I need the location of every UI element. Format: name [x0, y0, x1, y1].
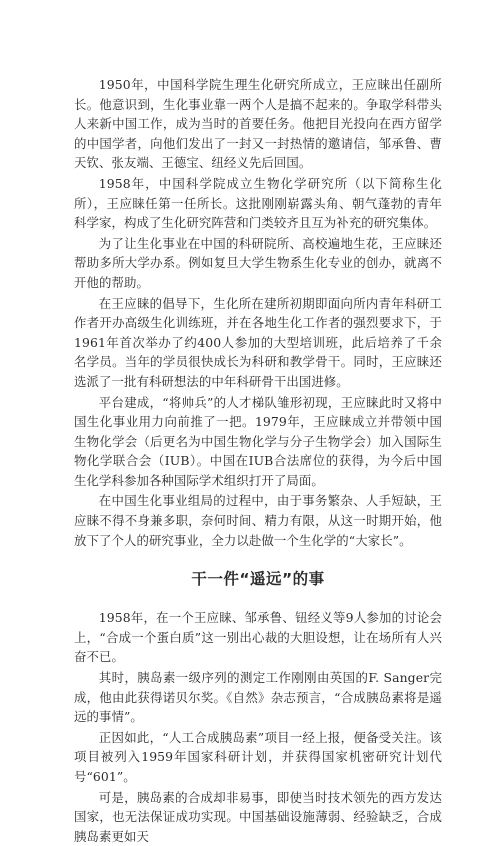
body-text — [74, 75, 442, 550]
section — [74, 568, 442, 846]
paragraph: 1950年，中国科学院生理生化研究所成立，王应睐出任副所长。他意识到，生化事业靠一两个人是搞不起来的。争取学科带头人来新中国工作，成为当时的首要任务。他把目光投向在西方留学的中国学者，向他们发出了一封又一封热情的邀请信，邹承鲁、曹天钦、张友端、王德宝、纽经义先后回国。 — [74, 77, 442, 171]
paragraph: 在王应睐的倡导下，生化所在建所初期即面向所内青年科研工作者开办高级生化训练班，并在各地生化工作者的强烈要求下，于1961年首次举办了约400人参加的大型培训班，此后培养了千余名学员。当年的学员很快成长为科研和教学骨干。同时，王应睐还选派了一批有科研想法的中年科研骨干出国进修。 — [74, 295, 442, 389]
paragraph: 为了让生化事业在中国的科研院所、高校遍地生花，王应睐还帮助多所大学办系。例如复旦大学生物系生化专业的创办，就离不开他的帮助。 — [74, 235, 442, 290]
paragraph: 正因如此，“人工合成胰岛素”项目一经上报，便备受关注。该项目被列入1959年国家科研计划，并获得国家机密研究计划代号“601”。 — [74, 729, 442, 784]
paragraph: 平台建成，“将帅兵”的人才梯队雏形初现，王应睐此时又将中国生化事业用力向前推了一把。1979年，王应睐成立并带领中国生物化学会（后更名为中国生物化学与分子生物学会）加入国际生物化学联合会（IUB）。中国在IUB合法席位的获得，为今后中国生化学科参加各种国际学术组织打开了局面。 — [74, 394, 442, 488]
paragraph: 在中国生化事业组局的过程中，由于事务繁杂、人手短缺，王应睐不得不身兼多职，奈何时间、精力有限，从这一时期开始，他放下了个人的研究事业，全力以赴做一个生化学的“大家长”。 — [74, 493, 442, 548]
paragraph: 其时，胰岛素一级序列的测定工作刚刚由英国的F. Sanger完成，他由此获得诺贝尔奖。《自然》杂志预言，“合成胰岛素将是遥远的事情”。 — [74, 670, 442, 725]
paragraph: 1958年，中国科学院成立生物化学研究所（以下简称生化所），王应睐任第一任所长。这批刚刚崭露头角、朝气蓬勃的青年科学家，构成了生化研究阵营和门类较齐且互为补充的研究集体。 — [74, 175, 442, 231]
paragraph: 1958年，在一个王应睐、邹承鲁、钮经义等9人参加的讨论会上，“合成一个蛋白质”这一别出心裁的大胆设想，让在场所有人兴奋不已。 — [74, 610, 442, 665]
paragraph: 可是，胰岛素的合成却非易事，即使当时技术领先的西方发达国家，也无法保证成功实现。中国基础设施薄弱、经验缺乏，合成胰岛素更如天 — [74, 789, 442, 844]
section-heading: 干一件“遥远”的事 — [191, 570, 325, 589]
